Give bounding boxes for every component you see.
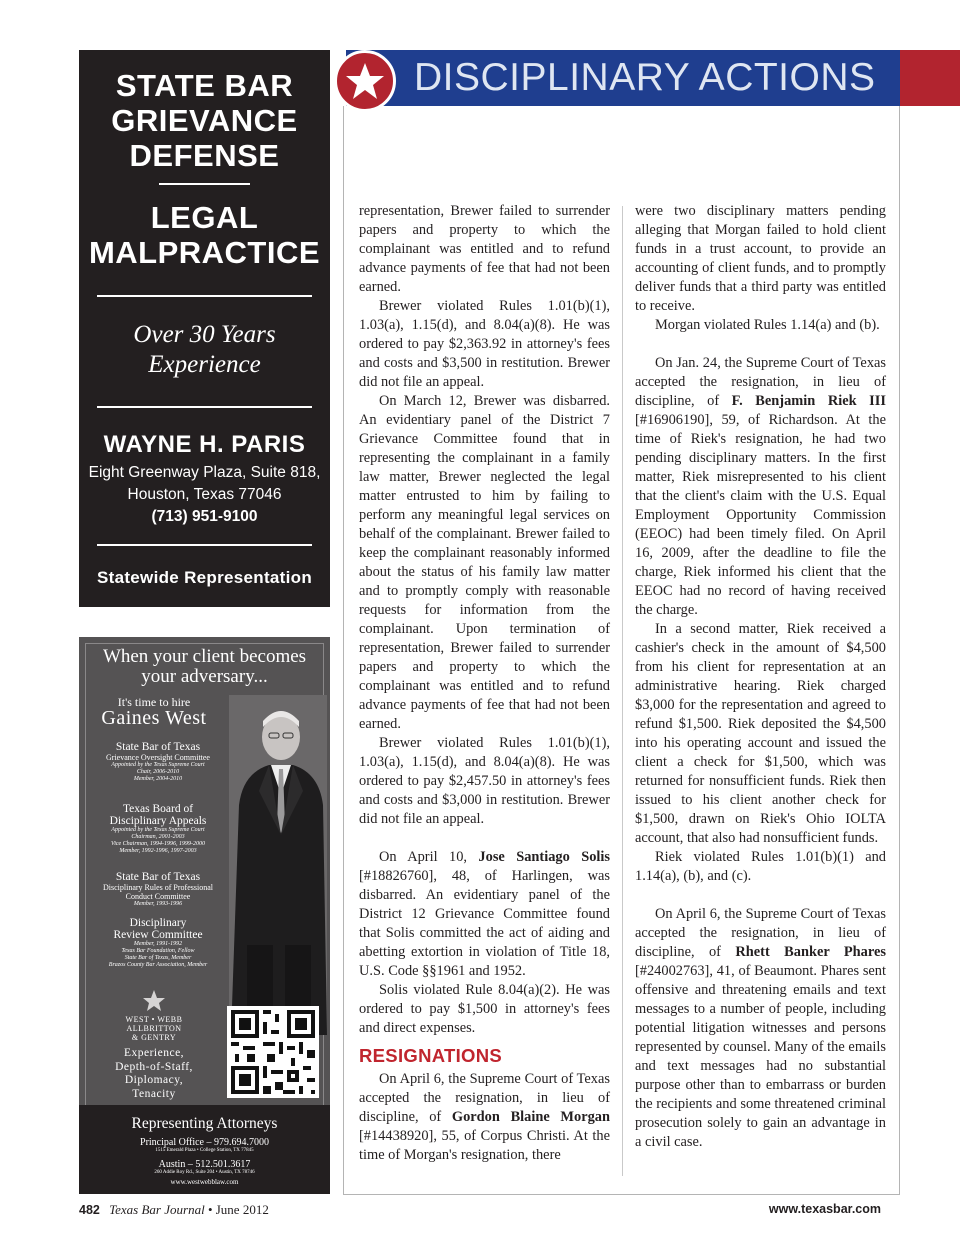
credential-detail: Member, 1993-1996 bbox=[133, 901, 183, 907]
quality: Depth-of-Staff, bbox=[115, 1060, 193, 1073]
credential-title: State Bar of Texas bbox=[115, 741, 201, 753]
ad-experience bbox=[79, 320, 330, 380]
office-address: 260 Addie Roy Rd., Suite 204 • Austin, TX 78746 bbox=[154, 1170, 255, 1175]
hire-line: It's time to hire bbox=[117, 695, 191, 709]
credential-title: Review Committee bbox=[113, 929, 203, 941]
office-address: 1515 Emerald Plaza • College Station, TX 77845 bbox=[155, 1148, 254, 1153]
credential-title: Disciplinary Appeals bbox=[109, 815, 207, 827]
quality: Tenacity bbox=[132, 1087, 176, 1100]
paragraph: Brewer violated Rules 1.01(b)(1), 1.03(a), 1.15(d), and 8.04(a)(8). He was ordered to pay $2,457.50 in attorney's fees and costs and $3,000 in restitution. Brewer did not file an appeal. bbox=[359, 735, 610, 827]
paragraph: Brewer violated Rules 1.01(b)(1), 1.03(a), 1.15(d), and 8.04(a)(8). He was ordered to pay $2,363.92 in attorney's fees and costs and $3,500 in restitution. Brewer did not file an appeal. bbox=[359, 298, 610, 390]
credential-detail: Appointed by the Texas Supreme Court bbox=[111, 762, 205, 768]
paris-ad bbox=[79, 50, 330, 607]
paragraph bbox=[359, 848, 610, 981]
credential-block bbox=[85, 803, 231, 855]
credential-title: State Bar of Texas bbox=[115, 871, 201, 883]
footer-left bbox=[79, 1202, 269, 1218]
text-run: [#14438920], 55, of Corpus Christi. At the time of Morgan's resignation, there bbox=[359, 1128, 610, 1163]
paragraph bbox=[635, 354, 886, 620]
quality: Experience, bbox=[123, 1047, 185, 1059]
quality: Diplomacy, bbox=[124, 1074, 184, 1086]
qualities bbox=[89, 1047, 219, 1101]
paragraph: Morgan violated Rules 1.14(a) and (b). bbox=[655, 317, 880, 333]
page-number: 482 bbox=[79, 1203, 100, 1217]
ad-subtitle bbox=[79, 200, 330, 270]
ad-title-line: STATE BAR bbox=[115, 68, 294, 103]
text-run: On Jan. 24, the Supreme Court of Texas accepted the resignation, in lieu of discipline, of bbox=[635, 355, 886, 409]
footer-website[interactable]: www.texasbar.com bbox=[768, 1202, 881, 1216]
office-phone: Principal Office – 979.694.7000 bbox=[140, 1137, 269, 1148]
star-icon bbox=[345, 61, 385, 101]
credential-detail: Member, 2004-2010 bbox=[133, 776, 183, 782]
ad-attorney-name: WAYNE H. PARIS bbox=[103, 431, 306, 458]
ad-address bbox=[79, 462, 330, 528]
firm-website: www.westwebblaw.com bbox=[170, 1178, 239, 1186]
ad-experience-line: Over 30 Years bbox=[133, 321, 276, 348]
text-column-1 bbox=[359, 202, 610, 1165]
paragraph: On March 12, Brewer was disbarred. An evidentiary panel of the District 7 Grievance Committee found that in representing the complainant in a family law matter, Brewer neglected the legal matter entrusted to him by failing to perform any meaningful legal services on behalf of the complainant. Brewer failed to keep the complainant reasonably informed about the status of his family law matter and to promptly comply with reasonable requests for information from the complainant. Upon termination of representation, Brewer failed to surrender papers and property to which the complainant was entitled and to refund advance payments of fee that had not been earned. bbox=[359, 393, 610, 732]
ad-experience-line: Experience bbox=[148, 351, 261, 378]
credential-title: Texas Board of bbox=[122, 803, 194, 815]
attorney-name: Gordon Blaine Morgan bbox=[451, 1109, 610, 1125]
representing-line: Representing Attorneys bbox=[131, 1115, 278, 1132]
credential-block bbox=[85, 741, 231, 783]
credential-detail: Brazos County Bar Association, Member bbox=[108, 962, 208, 968]
attorney-name: Rhett Banker Phares bbox=[735, 944, 886, 960]
credential-detail: Texas Bar Foundation, Fellow bbox=[121, 948, 195, 954]
star-icon bbox=[142, 989, 166, 1013]
ad-subtitle-line: LEGAL bbox=[150, 200, 259, 235]
header-accent bbox=[900, 50, 960, 106]
spacer bbox=[635, 886, 886, 905]
column-divider bbox=[622, 206, 623, 1176]
paragraph: Solis violated Rule 8.04(a)(2). He was ordered to pay $1,500 in attorney's fees and direct expenses. bbox=[359, 982, 610, 1036]
spacer bbox=[635, 335, 886, 354]
journal-name: Texas Bar Journal bbox=[109, 1202, 205, 1217]
divider bbox=[97, 295, 312, 297]
paragraph: In a second matter, Riek received a cashier's check in the amount of $4,500 from his client for representation at an administrative hearing. Riek charged $3,000 for the representation and agreed to refund $1,500. Riek deposited the $4,500 into his operating account and issued the client a check for $1,500, which was returned for nonsufficient funds. Riek then issued to his client another check for $1,500, drawn on Riek's Ohio IOLTA account, that also had nonsufficient funds. bbox=[635, 621, 886, 846]
attorney-name: Gaines West bbox=[101, 707, 207, 729]
paragraph bbox=[635, 905, 886, 1152]
paragraph: were two disciplinary matters pending alleging that Morgan failed to hold client funds in a trust account, to provide an accounting of client funds, and to promptly deliver funds that a third party was entitled to receive. bbox=[635, 203, 886, 314]
paragraph: Riek violated Rules 1.01(b)(1) and 1.14(a), (b), and (c). bbox=[635, 849, 886, 884]
credential-detail: Member, 1992-1996, 1997-2003 bbox=[119, 848, 197, 854]
attorney-name: F. Benjamin Riek III bbox=[731, 393, 886, 409]
credential-detail: Vice Chairman, 1994-1996, 1999-2000 bbox=[110, 841, 206, 847]
credential-title: Disciplinary bbox=[129, 917, 187, 929]
footer-separator: • bbox=[207, 1202, 213, 1217]
attorney-photo bbox=[229, 695, 327, 1035]
text-run: [#18826760], 48, of Harlingen, was disbarred. An evidentiary panel of the District 12 Grievance Committee found that Solis committed the act of aiding and abetting extortion in violation of Title 18, U.S. Code §§1961 and 1952. bbox=[359, 868, 610, 979]
divider bbox=[97, 544, 312, 546]
headline-line: your adversary... bbox=[141, 666, 268, 687]
credential-title: Disciplinary Rules of Professional bbox=[103, 883, 213, 892]
spacer bbox=[359, 829, 610, 848]
divider bbox=[97, 406, 312, 408]
ad-title-line: DEFENSE bbox=[129, 138, 280, 173]
paragraph: representation, Brewer failed to surrender papers and property to which the complainant was entitled and to refund advance payments of fee that had not been earned. bbox=[359, 203, 610, 295]
credential-block bbox=[85, 917, 231, 969]
section-heading: RESIGNATIONS bbox=[359, 1045, 503, 1066]
credential-detail: State Bar of Texas, Member bbox=[124, 955, 192, 961]
paragraph bbox=[359, 1070, 610, 1165]
office-phone: Austin – 512.501.3617 bbox=[158, 1159, 251, 1170]
headline-line: When your client becomes bbox=[102, 646, 307, 667]
attorney-name: Jose Santiago Solis bbox=[478, 849, 611, 865]
credential-title: Conduct Committee bbox=[125, 892, 191, 901]
credential-detail: Chairman, 2001-2003 bbox=[131, 834, 185, 840]
ad-headline bbox=[79, 647, 330, 687]
ad-title bbox=[79, 68, 330, 173]
text-run: On April 6, the Supreme Court of Texas accepted the resignation, in lieu of discipline, of bbox=[635, 906, 886, 960]
divider bbox=[159, 183, 250, 185]
credential-detail: Member, 1991-1992 bbox=[133, 941, 183, 947]
text-run: On April 10, bbox=[379, 849, 479, 865]
west-ad bbox=[79, 637, 330, 1194]
text-column-2 bbox=[635, 202, 886, 1152]
firm-line: WEST • WEBB bbox=[125, 1015, 183, 1024]
address-line: Eight Greenway Plaza, Suite 818, bbox=[88, 464, 321, 481]
credential-detail: Chair, 2006-2010 bbox=[136, 769, 180, 775]
firm-name bbox=[89, 1015, 219, 1042]
firm-line: & GENTRY bbox=[131, 1033, 177, 1042]
credential-title: Grievance Oversight Committee bbox=[106, 753, 210, 762]
credential-detail: Appointed by the Texas Supreme Court bbox=[111, 827, 205, 833]
issue-date: June 2012 bbox=[215, 1202, 269, 1217]
text-run: [#16906190], 59, of Richardson. At the time of Riek's resignation, he had two pending disciplinary matters. In the first matter, Riek misrepresented to his client that the client's claim with the U.S. Equal Employment Opportunity Commission (EEOC) had been timely filed. On April 16, 2009, after the deadline to file the charge, Riek informed his client that the EEOC had no record of having received the charge. bbox=[635, 412, 886, 618]
header-badge bbox=[334, 50, 396, 112]
phone-number: (713) 951-9100 bbox=[151, 508, 258, 525]
ad-subtitle-line: MALPRACTICE bbox=[88, 235, 321, 270]
credential-block bbox=[85, 871, 231, 908]
text-run: [#24002763], 41, of Beaumont. Phares sent offensive and threatening emails and text messages to a number of people, including potential litigation witnesses and persons represented by counsel. Many of the emails and text messages had no substantial purpose other than to embarrass or burden the recipients and some threatened criminal prosecution solely to gain an advantage in a civil case. bbox=[635, 963, 886, 1150]
section-title: DISCIPLINARY ACTIONS bbox=[414, 56, 876, 99]
qr-code bbox=[227, 1006, 319, 1098]
ad-tagline: Statewide Representation bbox=[96, 568, 313, 587]
firm-line: ALLBRITTON bbox=[126, 1024, 182, 1033]
text-run: On April 6, the Supreme Court of Texas accepted the resignation, in lieu of discipline, of bbox=[359, 1071, 610, 1125]
ad-title-line: GRIEVANCE bbox=[111, 103, 298, 138]
address-line: Houston, Texas 77046 bbox=[127, 486, 282, 503]
